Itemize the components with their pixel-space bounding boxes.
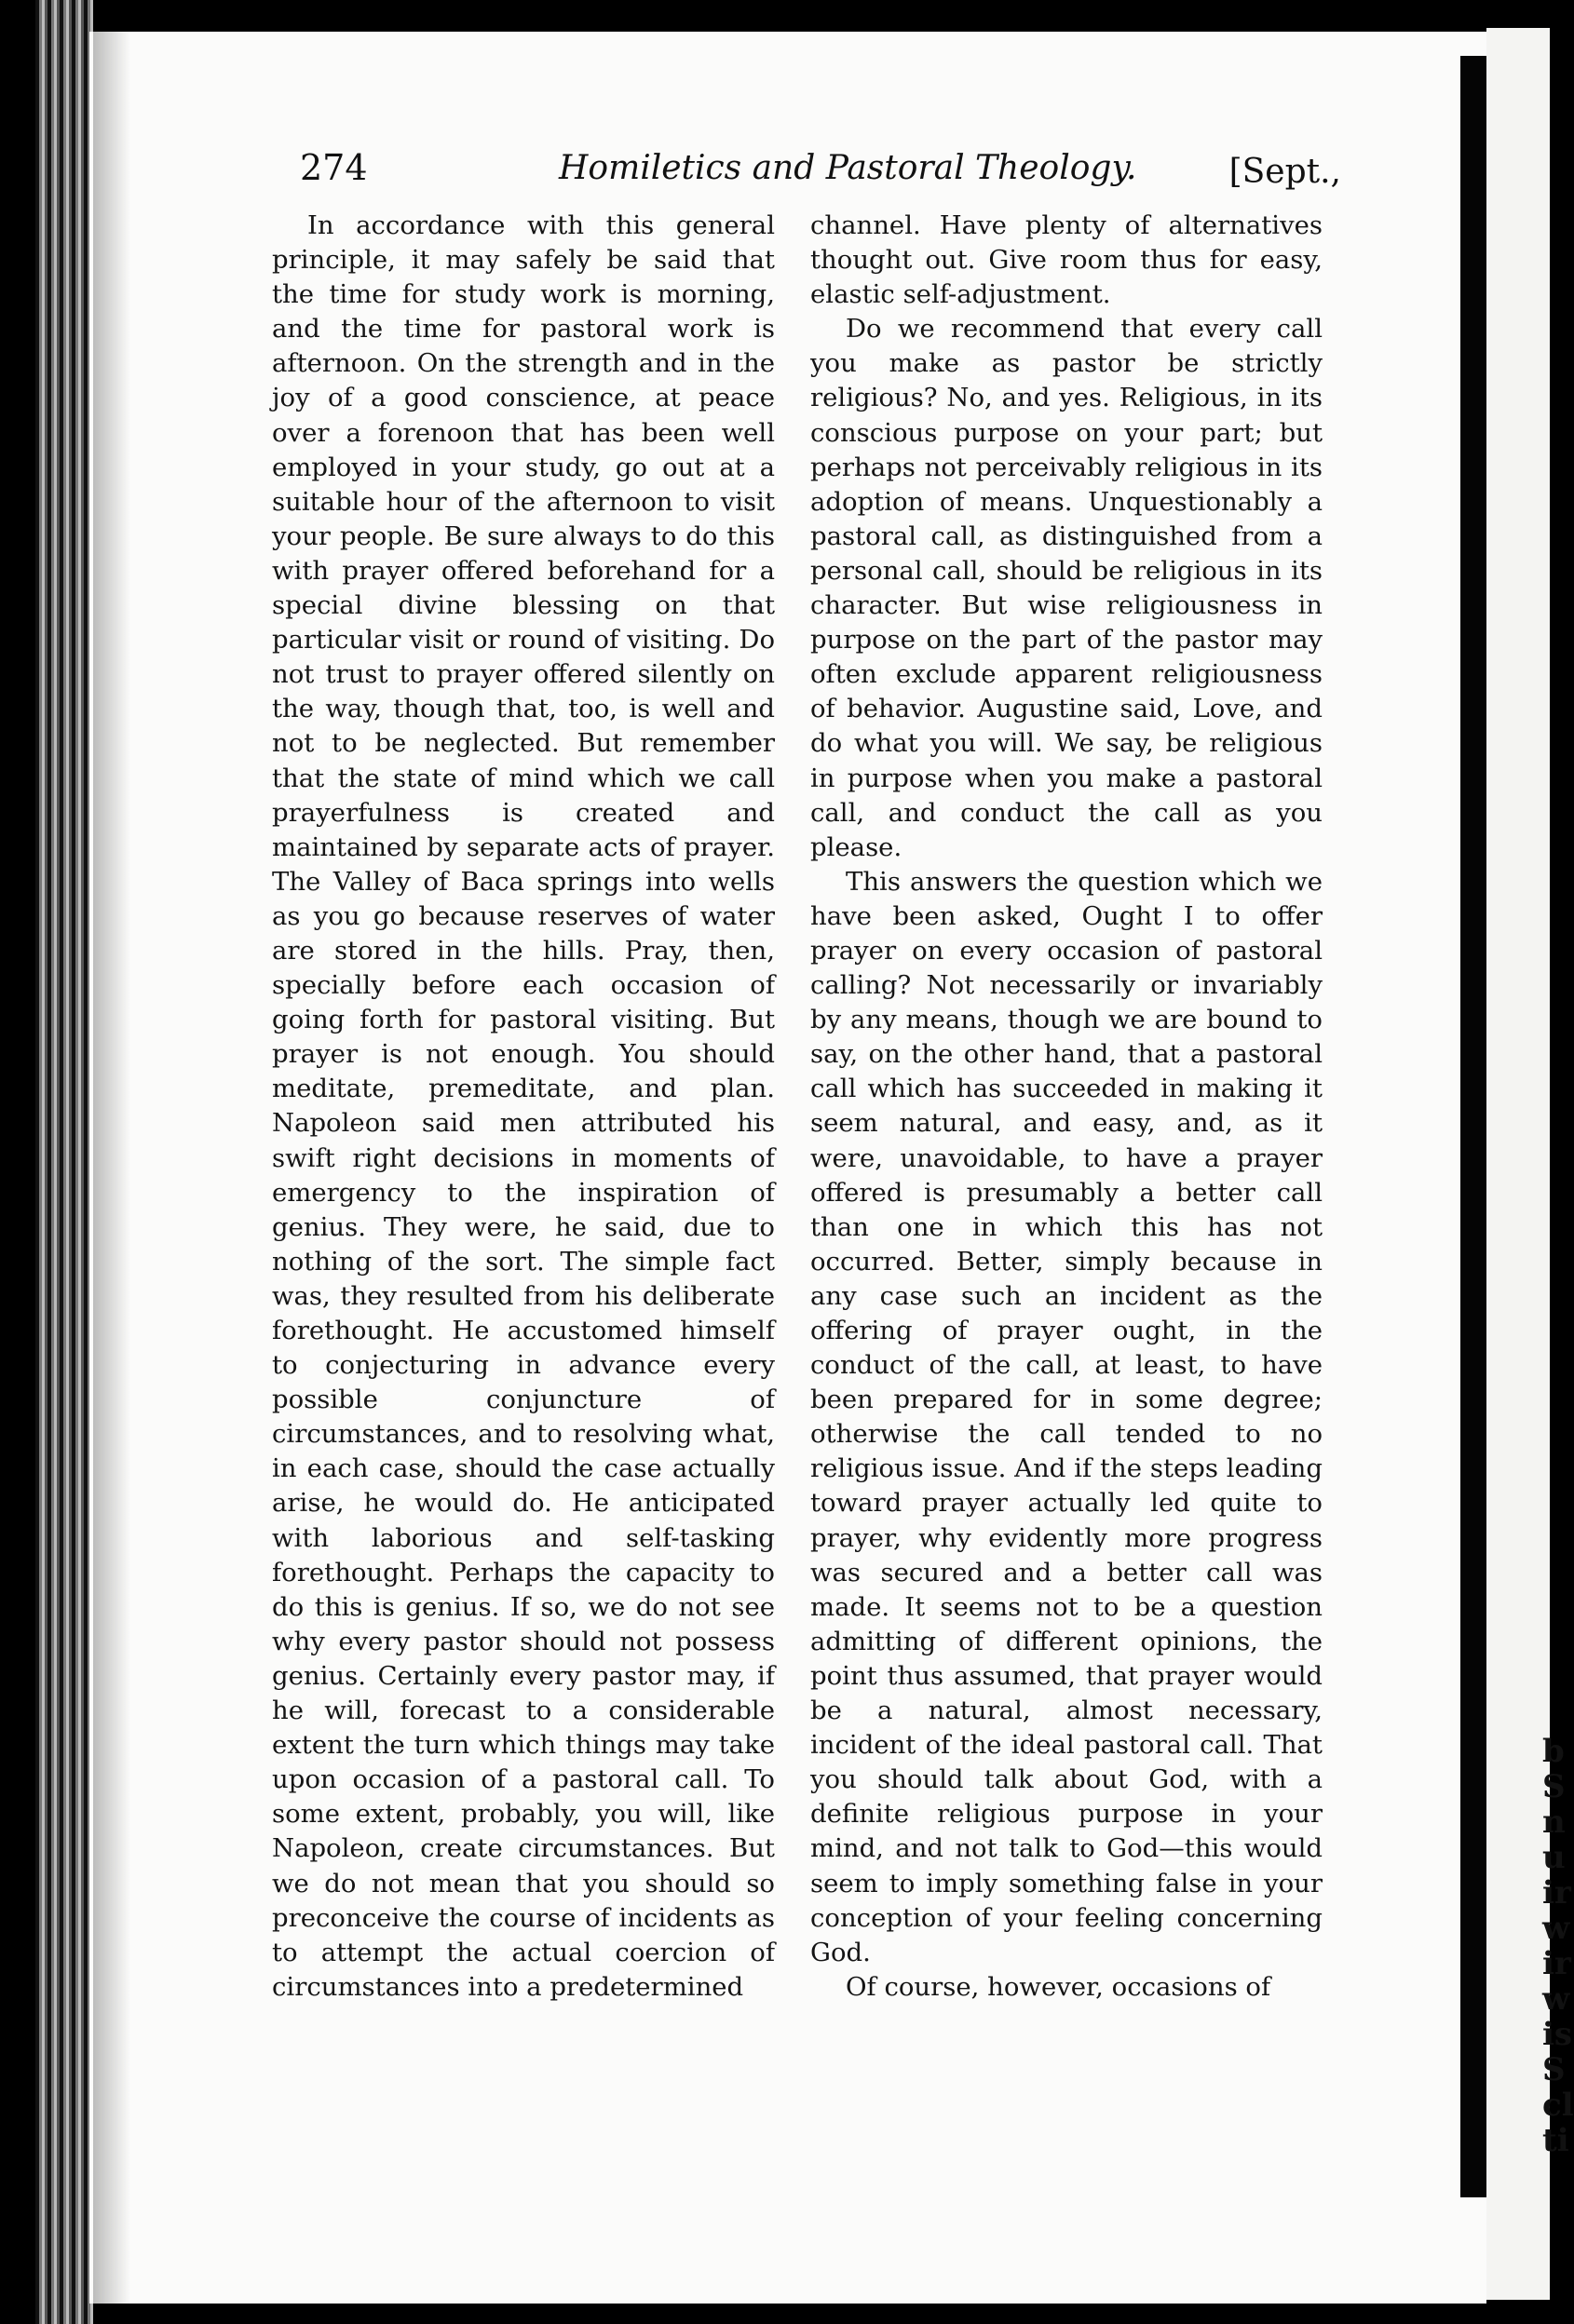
paragraph: Of course, however, occasions of (846, 1971, 1271, 2002)
paragraph-continuation: channel. Have plenty of alternatives thought out. Give room thus for easy, elastic self-adjustment. (810, 210, 1323, 310)
spine-shadow (93, 32, 130, 2304)
next-page-fragment: is (1542, 2016, 1573, 2053)
paragraph: This answers the question which we have been asked, Ought I to offer prayer on every occasion of pastoral calling? Not necessarily or invariably by any means, though we are bound to say, on the other hand, that a pastoral call which has succeeded in making it seem natural, and easy, and, as it were, unavoidable, to have a prayer offered is presumably a better call than one in which this has not occurred. Better, simply because in any case such an incident as the offering of prayer ought, in the conduct of the call, at least, to have been prepared for in some degree; otherwise the call tended to no religious issue. And if the steps leading toward prayer actually led quite to prayer, why evidently more progress was secured and a better call was made. It seems not to be a question admitting of different opinions, the point thus assumed, that prayer would be a natural, almost necessary, incident of the ideal pastoral call. That you should talk about God, with a definite religious purpose in your mind, and not talk to God—this would seem to imply something false in your conception of your feeling concerning God. (810, 866, 1323, 1967)
next-page-fragment: w (1542, 1980, 1570, 2018)
next-page-fragment: ir (1542, 1874, 1571, 1912)
page-gutter (1460, 56, 1486, 2197)
next-page-fragment: n (1542, 1804, 1566, 1841)
next-page-fragment: u (1542, 1839, 1566, 1876)
next-page-fragment: cl (1542, 2087, 1574, 2124)
right-column (810, 209, 1323, 2005)
left-column (272, 209, 775, 2005)
section-label: [Sept., (1228, 153, 1341, 191)
next-page-fragment: ir (1542, 1945, 1571, 1982)
page-header (279, 140, 1341, 196)
paragraph: In accordance with this general principle, it may safely be said that the time for study work is morning, and the time for pastoral work is afternoon. On the strength and in the joy of a good conscience, at peace over a forenoon that has been well employed in your study, go out at a suitable hour of the afternoon to visit your people. Be sure always to do this with prayer offered beforehand for a special divine blessing on that particular visit or round of visiting. Do not trust to prayer offered silently on the way, though that, too, is well and not to be neglected. But remember that the state of mind which we call prayerfulness is created and maintained by separate acts of prayer. The Valley of Baca springs into wells as you go because reserves of water are stored in the hills. Pray, then, specially before each occasion of going forth for pastoral visiting. But prayer is not enough. You should meditate, premeditate, and plan. Napoleon said men attributed his swift right decisions in moments of emergency to the inspiration of genius. They were, he said, due to nothing of the sort. The simple fact was, they resulted from his deliberate forethought. He accustomed himself to conjecturing in advance every possible conjuncture of circumstances, and to resolving what, in each case, should the case actually arise, he would do. He anticipated with laborious and self-tasking forethought. Perhaps the capacity to do this is genius. If so, we do not see why every pastor should not possess genius. Certainly every pastor may, if he will, forecast to a considerable extent the turn which things may take upon occasion of a pastoral call. To some extent, probably, you will, like Napoleon, create circumstances. But we do not mean that you should so preconceive the course of incidents as to attempt the actual coercion of circumstances into a predetermined (272, 210, 775, 2002)
next-page-fragment: w (1542, 1910, 1570, 1947)
next-page-sliver (1486, 28, 1574, 2300)
next-page-fragment: ti (1542, 2122, 1569, 2159)
page-number: 274 (300, 147, 368, 188)
next-page-fragment: S (1542, 1768, 1566, 1805)
book-page-edges (35, 0, 93, 2324)
running-title: Homiletics and Pastoral Theology. (559, 149, 1137, 187)
next-page-fragment: b (1542, 1733, 1565, 1770)
paragraph: Do we recommend that every call you make as pastor be strictly religious? No, and yes. Religious, in its conscious purpose on your part; but perhaps not perceivably religious in its adoption of means. Unquestionably a pastoral call, as distinguished from a personal call, should be religious in its character. But wise religiousness in purpose on the part of the pastor may often exclude apparent religiousness of behavior. Augustine said, Love, and do what you will. We say, be religious in purpose when you make a pastoral call, and conduct the call as you please. (810, 314, 1323, 862)
next-page-fragment: S (1542, 2051, 1566, 2088)
